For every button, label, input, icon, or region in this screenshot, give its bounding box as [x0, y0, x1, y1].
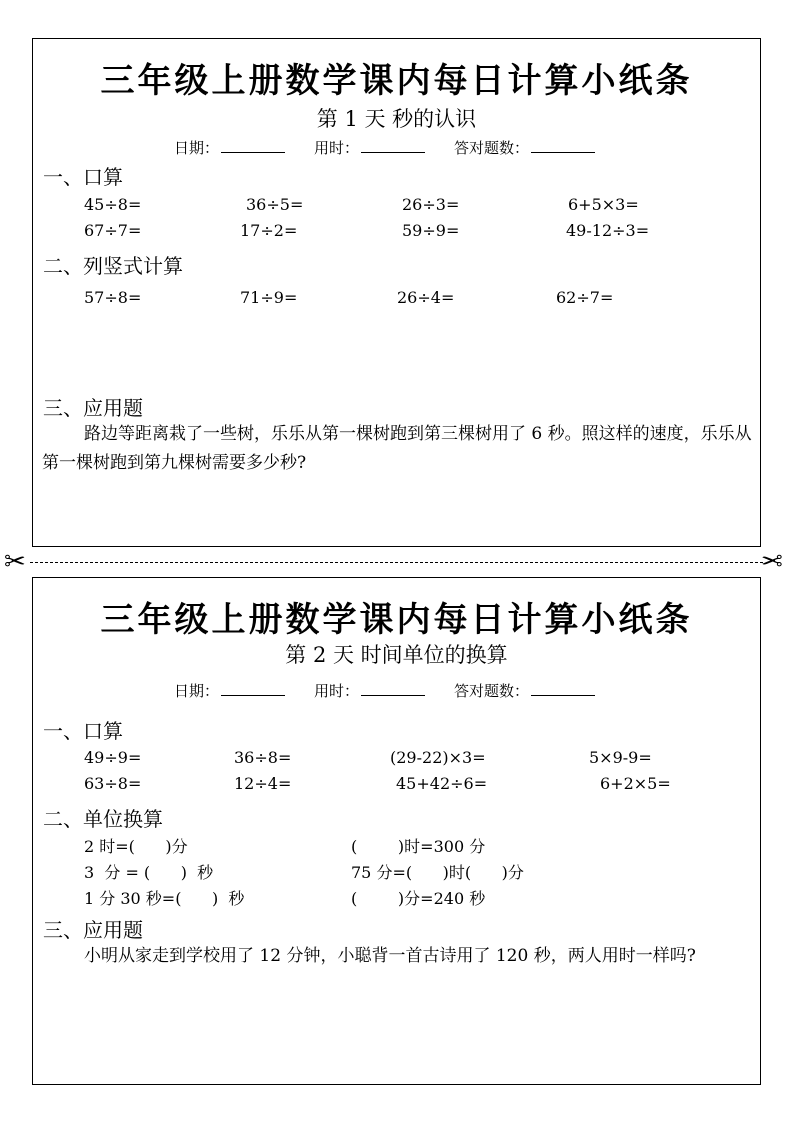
main-title: 三年级上册数学课内每日计算小纸条 [100, 61, 693, 101]
correct-count-blank[interactable] [531, 682, 595, 696]
correct-count-label: 答对题数： [454, 682, 530, 700]
conversion-item: 2 时=( )分 [84, 837, 188, 856]
correct-count-field[interactable] [454, 680, 595, 701]
conversion-item: ( )时=300 分 [351, 837, 486, 856]
main-title: 三年级上册数学课内每日计算小纸条 [100, 600, 693, 640]
vertical-item: 71÷9= [240, 288, 298, 307]
section-word-problem-heading: 三、应用题 [43, 396, 143, 420]
scissors-icon: ✂ [761, 547, 783, 577]
word-problem-text: 小明从家走到学校用了 12 分钟，小聪背一首古诗用了 120 秒，两人用时一样吗? [84, 946, 696, 966]
worksheet-card-day1 [32, 38, 761, 547]
oral-item: 6+2×5= [600, 774, 671, 793]
time-used-field[interactable] [314, 680, 425, 701]
oral-item: 6+5×3= [568, 195, 639, 214]
time-used-blank[interactable] [361, 682, 425, 696]
worksheet-card-day2 [32, 577, 761, 1085]
conversion-item: ( )分=240 秒 [351, 889, 486, 908]
vertical-item: 62÷7= [556, 288, 614, 307]
section-conversion-heading: 二、单位换算 [43, 807, 163, 831]
oral-item: 26÷3= [402, 195, 460, 214]
section-vertical-heading: 二、列竖式计算 [43, 254, 183, 278]
date-blank[interactable] [221, 682, 285, 696]
time-used-label: 用时： [314, 682, 360, 700]
section-oral-heading: 一、口算 [43, 165, 123, 189]
date-label: 日期： [174, 682, 220, 700]
date-field[interactable] [174, 137, 285, 158]
oral-item: 49÷9= [84, 748, 142, 767]
date-field[interactable] [174, 680, 285, 701]
oral-item: 12÷4= [234, 774, 292, 793]
conversion-item: 1 分 30 秒=( ) 秒 [84, 889, 245, 908]
oral-item: 36÷8= [234, 748, 292, 767]
conversion-item: 3 分 = ( ) 秒 [84, 863, 214, 882]
day-subtitle: 第 2 天 时间单位的换算 [285, 643, 508, 667]
correct-count-blank[interactable] [531, 139, 595, 153]
oral-item: 49-12÷3= [566, 221, 650, 240]
vertical-item: 57÷8= [84, 288, 142, 307]
oral-item: 59÷9= [402, 221, 460, 240]
conversion-item: 75 分=( )时( )分 [351, 863, 524, 882]
oral-item: 67÷7= [84, 221, 142, 240]
time-used-label: 用时： [314, 139, 360, 157]
oral-item: 63÷8= [84, 774, 142, 793]
section-oral-heading: 一、口算 [43, 719, 123, 743]
time-used-blank[interactable] [361, 139, 425, 153]
oral-item: (29-22)×3= [390, 748, 486, 767]
time-used-field[interactable] [314, 137, 425, 158]
oral-item: 5×9-9= [589, 748, 652, 767]
cut-dashed-line [30, 562, 763, 563]
date-blank[interactable] [221, 139, 285, 153]
vertical-item: 26÷4= [397, 288, 455, 307]
correct-count-label: 答对题数： [454, 139, 530, 157]
correct-count-field[interactable] [454, 137, 595, 158]
word-problem-text: 路边等距离栽了一些树，乐乐从第一棵树跑到第三棵树用了 6 秒。照这样的速度，乐乐从第一棵树跑到第九棵树需要多少秒? [42, 424, 752, 473]
oral-item: 45+42÷6= [396, 774, 488, 793]
oral-item: 36÷5= [246, 195, 304, 214]
day-subtitle: 第 1 天 秒的认识 [316, 107, 477, 131]
section-word-problem-heading: 三、应用题 [43, 918, 143, 942]
date-label: 日期： [174, 139, 220, 157]
scissors-icon: ✂ [4, 547, 26, 577]
oral-item: 17÷2= [240, 221, 298, 240]
oral-item: 45÷8= [84, 195, 142, 214]
